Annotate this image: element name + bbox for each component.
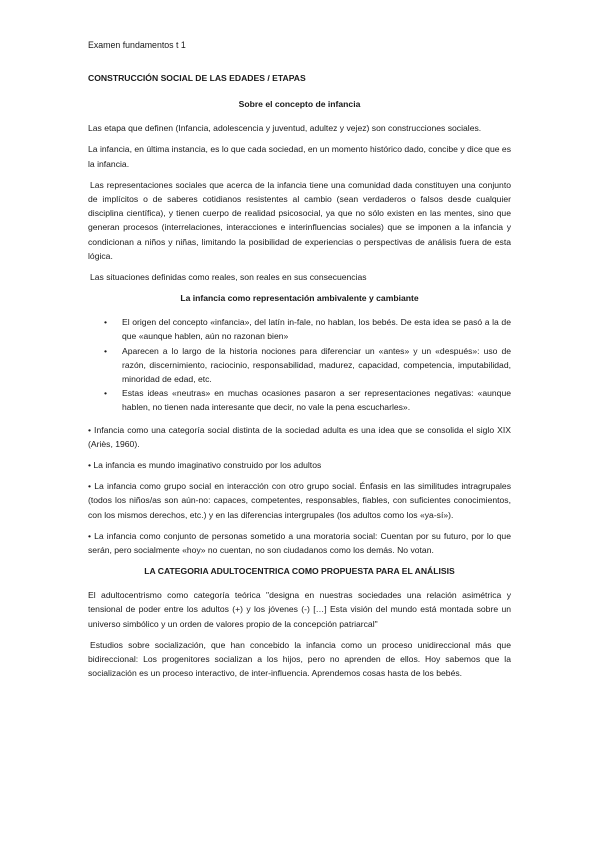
paragraph-moratoria-social: • La infancia como conjunto de personas sometido a una moratoria social: Cuentan por su futuro, por lo que serán, pero socialmente «hoy» no cuentan, no son ciudadanos como los demás. No votan. — [88, 530, 511, 556]
section-title-construccion-social: CONSTRUCCIÓN SOCIAL DE LAS EDADES / ETAPAS — [88, 73, 306, 84]
paragraph-adultocentrismo: El adultocentrismo como categoría teórica "designa en nuestras sociedades una relación asimétrica y tensional de poder entre los adultos (+) y los jóvenes (-) […] Esta visión del mundo está montada sobre un universo simbólico y un orden de valores propio de la concepción patriarcal" — [88, 590, 511, 629]
paragraph-etapas: Las etapa que definen (Infancia, adolescencia y juventud, adultez y vejez) son construcciones sociales. — [88, 123, 482, 134]
paragraph-representaciones-sociales: Las representaciones sociales que acerca de la infancia tiene una comunidad dada constituyen una conjunto de implícitos o de saberes cotidianos resistentes al cambio (sean verdaderos o falsos desde cualquier disciplina científica), y tienen cuerpo de realidad psicosocial, ya que no sólo existen en las mentes, sino que generan procesos (interrelaciones, interacciones e interinfluencias sociales) que se imponen a la infancia y condicionan a niños y niñas, limitando la posibilidad de experiencias o perspectivas de análisis fuera de esta lógica. — [88, 179, 511, 261]
subtitle-concepto-infancia: Sobre el concepto de infancia — [238, 99, 361, 110]
subtitle-representacion-ambivalente: La infancia como representación ambivalente y cambiante — [180, 293, 419, 304]
list-item: • Estas ideas «neutras» en muchas ocasiones pasaron a ser representaciones negativas: «aunque hablen, no tienen nada interesante que decir, no vale la pena escucharles». — [122, 386, 511, 414]
list-item: • Aparecen a lo largo de la historia nociones para diferenciar un «antes» y un «después»: uso de razón, discernimiento, raciocinio, responsabilidad, madurez, capacidad, competencia, imputabilidad, minoridad de edad, etc. — [122, 344, 511, 387]
paragraph-infancia-definicion: La infancia, en última instancia, es lo que cada sociedad, en un momento histórico dado, concibe y dice que es la infancia. — [88, 144, 511, 169]
paragraph-grupo-social: • La infancia como grupo social en interacción con otro grupo social. Énfasis en las similitudes intragrupales (todos los niños/as son aún-no: capaces, competentes, responsables, fiables, con suficientes conocimientos, con los mismos derechos, etc.) y en las diferencias intergrupales (los adultos como los «ya-sí»). — [88, 481, 511, 520]
paragraph-mundo-imaginativo: • La infancia es mundo imaginativo construido por los adultos — [88, 460, 322, 471]
paragraph-socializacion: Estudios sobre socialización, que han concebido la infancia como un proceso unidireccional más que bidireccional: Los progenitores socializan a los hijos, pero no aprenden de ellos. Hoy sabemos que la socialización es un proceso interactivo, de inter-influencia. Aprendemos cosas hasta de los bebés. — [88, 639, 511, 679]
bullet-list — [88, 315, 511, 414]
paragraph-situaciones-reales: Las situaciones definidas como reales, son reales en sus consecuencias — [90, 272, 367, 283]
section-title-adultocentrica: LA CATEGORIA ADULTOCENTRICA COMO PROPUESTA PARA EL ANÁLISIS — [144, 566, 455, 577]
paragraph-categoria-social: • Infancia como una categoría social distinta de la sociedad adulta es una idea que se consolida el siglo XIX (Ariès, 1960). — [88, 424, 511, 449]
list-item: • El origen del concepto «infancia», del latín in-fale, no hablan, los bebés. De esta idea se pasó a la de que «aunque hablen, aún no razonan bien» — [122, 315, 511, 343]
page-header: Examen fundamentos t 1 — [88, 40, 186, 50]
